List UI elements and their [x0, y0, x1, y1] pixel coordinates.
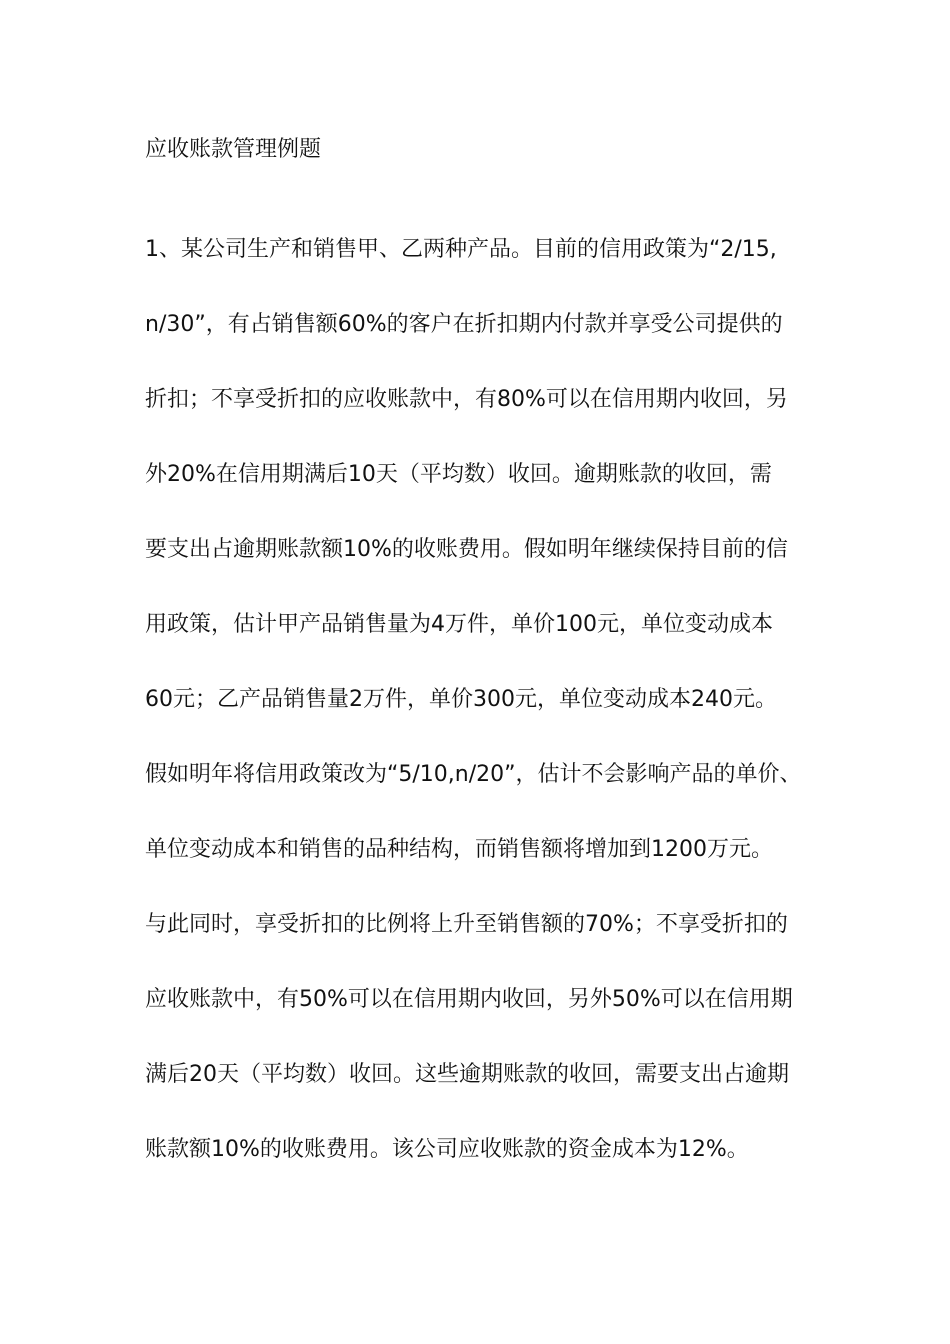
question-line: 折扣；不享受折扣的应收账款中，有80%可以在信用期内收回，另	[145, 387, 788, 412]
question-paragraph	[145, 230, 835, 1205]
question-line: 满后20天（平均数）收回。这些逾期账款的收回，需要支出占逾期	[145, 1062, 789, 1087]
question-line: 假如明年将信用政策改为“5/10,n/20”，估计不会影响产品的单价、	[145, 762, 802, 787]
question-line: 账款额10%的收账费用。该公司应收账款的资金成本为12%。	[145, 1137, 749, 1162]
question-line: n/30”，有占销售额60%的客户在折扣期内付款并享受公司提供的	[145, 312, 783, 337]
question-line: 要支出占逾期账款额10%的收账费用。假如明年继续保持目前的信	[145, 537, 788, 562]
question-line: 与此同时，享受折扣的比例将上升至销售额的70%；不享受折扣的	[145, 912, 788, 937]
question-line: 应收账款中，有50%可以在信用期内收回，另外50%可以在信用期	[145, 987, 793, 1012]
question-line: 用政策，估计甲产品销售量为4万件，单价100元，单位变动成本	[145, 612, 773, 637]
question-line: 外20%在信用期满后10天（平均数）收回。逾期账款的收回，需	[145, 462, 772, 487]
question-line: 单位变动成本和销售的品种结构，而销售额将增加到1200万元。	[145, 837, 773, 862]
document-title: 应收账款管理例题	[145, 137, 322, 162]
question-line: 1、某公司生产和销售甲、乙两种产品。目前的信用政策为“2/15,	[145, 237, 777, 262]
question-line: 60元；乙产品销售量2万件，单价300元，单位变动成本240元。	[145, 687, 777, 712]
